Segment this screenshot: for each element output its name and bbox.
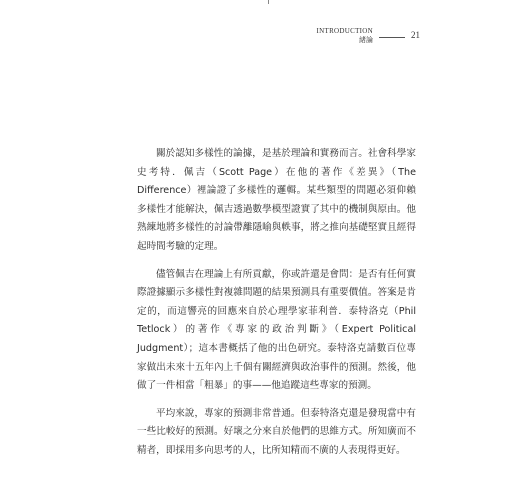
header-section-subtitle: 緒論 xyxy=(359,36,373,44)
page-top-mark xyxy=(268,0,269,4)
paragraph-1: 關於認知多樣性的論據，是基於理論和實務而言。社會科學家史考特．佩吉（Scott Page）在他的著作《差異》（The Difference）裡論證了多樣性的邏輯。某些類型的問題必須仰賴多樣性才能解決，佩吉透過數學模型證實了其中的機制與原由。他熟練地將多樣性的討論帶離隱喻與軼事，將之推向基礎堅實且經得起時間考驗的定理。 xyxy=(137,148,416,252)
body-text xyxy=(137,145,416,461)
paragraph-3: 平均來說，專家的預測非常普通。但泰特洛克還是發現當中有一些比較好的預測。好壞之分來自於他們的思維方式。所知廣而不精者，即採用多向思考的人，比所知精而不廣的人表現得更好。 xyxy=(137,407,416,456)
header-rule xyxy=(379,37,405,38)
header-section-title: INTRODUCTION xyxy=(316,27,373,35)
header-labels xyxy=(317,27,373,45)
paragraph-2: 儘管佩吉在理論上有所貢獻，你或許還是會問：是否有任何實際證據顯示多樣性對複雜問題的結果預測具有重要價值。答案是肯定的，而這響亮的回應來自於心理學家菲利普．泰特洛克（Phil Tetlock）的著作《專家的政治判斷》（Expert Political Judgment）；這本書概括了他的出色研究。泰特洛克請數百位專家做出未來十五年內上千個有關經濟與政治事件的預測。然後，他做了一件相當「粗暴」的事——他追蹤這些專家的預測。 xyxy=(137,268,416,392)
running-header xyxy=(317,27,420,45)
page-number: 21 xyxy=(411,30,420,40)
